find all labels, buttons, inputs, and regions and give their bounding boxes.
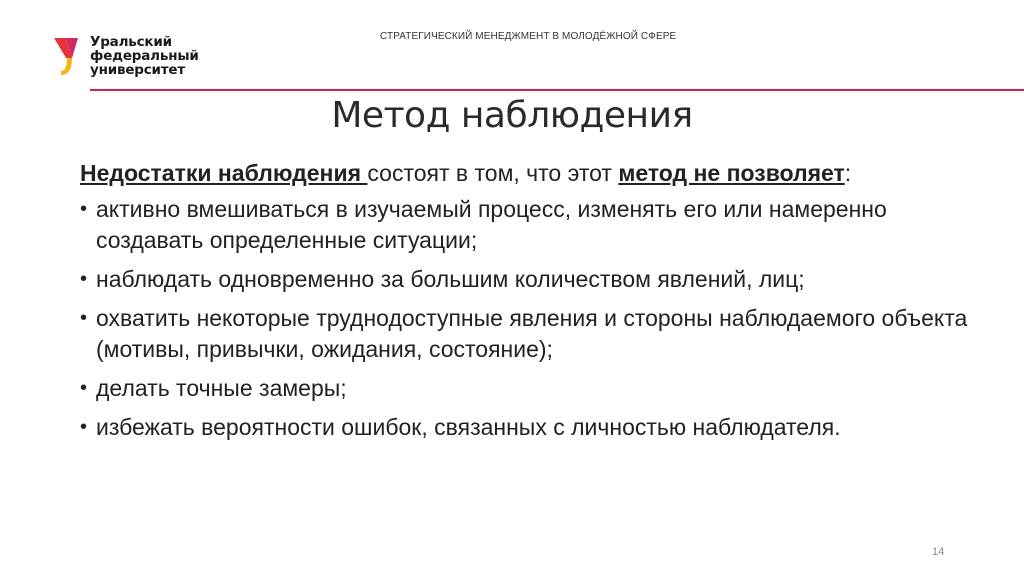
bullet-icon: •: [80, 198, 88, 220]
bullet-item-1: [80, 194, 980, 256]
lead-emphasis-1: Недостатки наблюдения: [80, 160, 368, 186]
bullet-icon: •: [80, 268, 88, 290]
logo-text: [90, 35, 199, 77]
university-logo: [52, 34, 199, 78]
bullet-text: избежать вероятности ошибок, связанных с личностью наблюдателя.: [96, 414, 841, 440]
bullet-item-2: [80, 264, 980, 295]
slide-content: [80, 158, 980, 451]
bullet-list: [80, 194, 980, 443]
logo-line-2: федеральный: [90, 48, 199, 64]
bullet-icon: •: [80, 377, 88, 399]
lead-colon: :: [844, 160, 852, 186]
page-number: 14: [932, 546, 945, 558]
lead-emphasis-2: метод не позволяет: [618, 160, 845, 186]
slide-title: Метод наблюдения: [331, 95, 693, 136]
bullet-item-5: [80, 412, 980, 443]
bullet-text: делать точные замеры;: [96, 375, 347, 401]
lead-text: состоят в том, что этот: [367, 160, 619, 186]
logo-line-3: университет: [90, 62, 186, 78]
header-divider: [90, 89, 1024, 91]
bullet-item-4: [80, 373, 980, 404]
bullet-item-3: [80, 303, 980, 365]
bullet-text: активно вмешиваться в изучаемый процесс, изменять его или намеренно создавать определенные ситуации;: [96, 196, 887, 253]
bullet-icon: •: [80, 416, 88, 438]
urfu-logo-icon: [52, 34, 86, 78]
bullet-text: наблюдать одновременно за большим количеством явлений, лиц;: [96, 266, 805, 292]
bullet-text: охватить некоторые труднодоступные явления и стороны наблюдаемого объекта (мотивы, привычки, ожидания, состояние);: [96, 305, 968, 362]
bullet-icon: •: [80, 307, 88, 329]
logo-line-1: Уральский: [90, 34, 172, 50]
course-title: СТРАТЕГИЧЕСКИЙ МЕНЕДЖМЕНТ В МОЛОДЁЖНОЙ СФЕРЕ: [380, 31, 677, 42]
lead-paragraph: [80, 158, 980, 189]
